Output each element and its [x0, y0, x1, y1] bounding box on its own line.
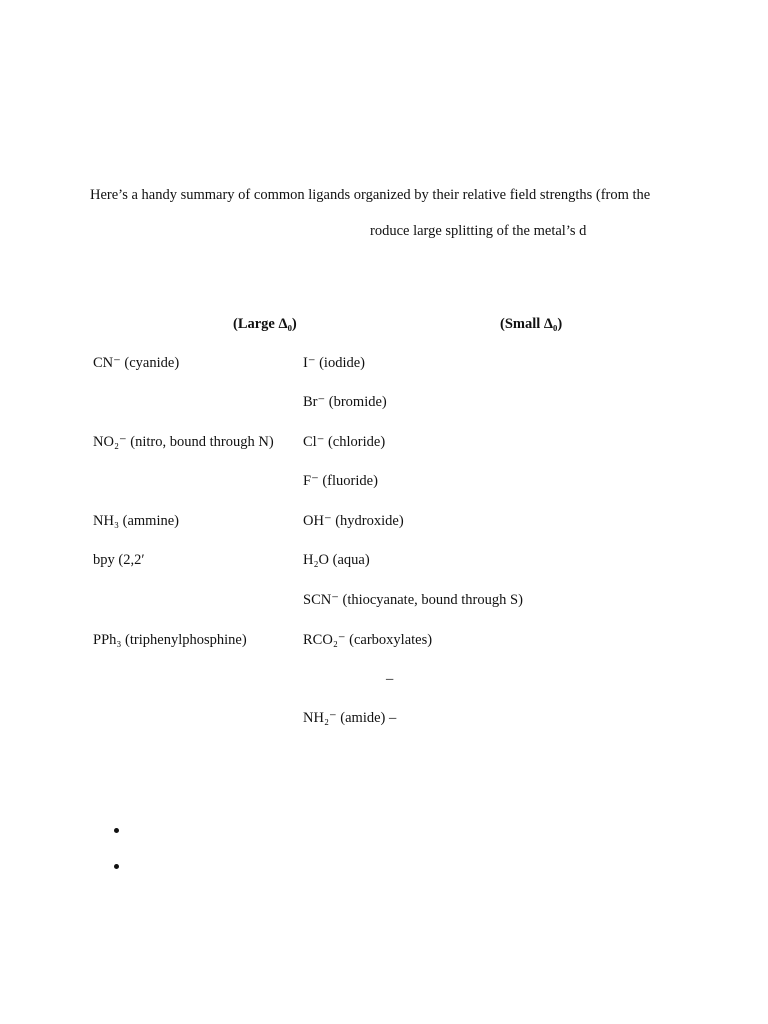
- bullet-point: [114, 828, 119, 833]
- ligand-bpy: bpy (2,2′: [93, 552, 145, 568]
- ligand-amide: NH₂⁻ (amide) –: [303, 710, 397, 726]
- ligand-ammine: NH₃ (ammine): [93, 513, 179, 529]
- ligand-fluoride: F⁻ (fluoride): [303, 473, 378, 489]
- ligand-chloride: Cl⁻ (chloride): [303, 434, 386, 450]
- ligand-iodide: I⁻ (iodide): [303, 355, 366, 371]
- intro-line-2: roduce large splitting of the metal’s d: [370, 223, 587, 239]
- intro-line-1: Here’s a handy summary of common ligands organized by their relative field strengths (from the: [90, 187, 651, 203]
- ligand-cyanide: CN⁻ (cyanide): [93, 355, 180, 371]
- ligand-hydroxide: OH⁻ (hydroxide): [303, 513, 404, 529]
- ligand-triphenylphosphine: PPh₃ (triphenylphosphine): [93, 632, 247, 648]
- ligand-bromide: Br⁻ (bromide): [303, 394, 387, 410]
- ligand-carboxylates: RCO₂⁻ (carboxylates): [303, 632, 433, 648]
- header-large-splitting: (Large Δ₀): [233, 316, 297, 332]
- ligand-thiocyanate: SCN⁻ (thiocyanate, bound through S): [303, 592, 523, 608]
- bullet-point: [114, 864, 119, 869]
- dash-separator: –: [386, 671, 394, 687]
- header-small-splitting: (Small Δ₀): [500, 316, 563, 332]
- ligand-nitro: NO₂⁻ (nitro, bound through N): [93, 434, 274, 450]
- ligand-aqua: H₂O (aqua): [303, 552, 370, 568]
